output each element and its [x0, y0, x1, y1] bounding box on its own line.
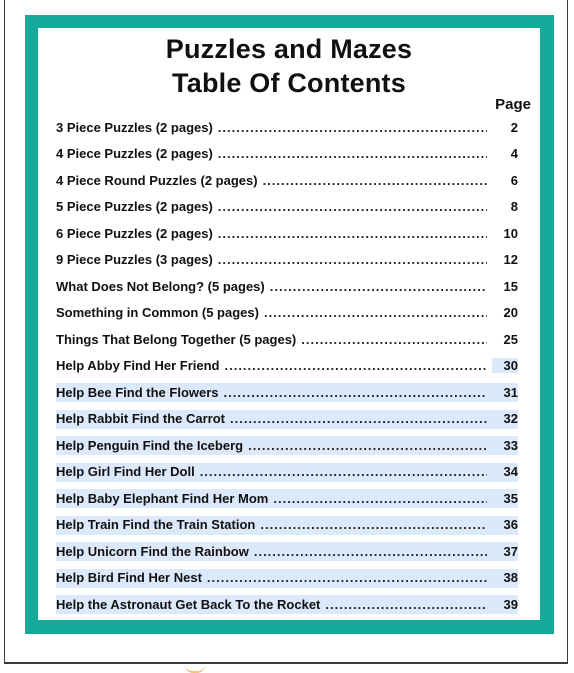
toc-entry-title: Things That Belong Together (5 pages)	[56, 331, 297, 347]
toc-leader	[325, 597, 487, 612]
toc-entry-title: 9 Piece Puzzles (3 pages)	[56, 252, 213, 268]
toc-entry-page: 37	[503, 543, 518, 559]
toc-entry-page: 25	[503, 331, 518, 347]
toc-entry-page: 20	[503, 305, 518, 321]
smudge-mark	[185, 665, 205, 673]
toc-leader	[224, 358, 487, 373]
toc-entry[interactable]	[56, 141, 518, 168]
toc-entry-title: 4 Piece Puzzles (2 pages)	[56, 146, 213, 162]
toc-entry[interactable]	[56, 220, 518, 247]
toc-entry[interactable]	[56, 459, 518, 486]
toc-leader	[301, 332, 487, 347]
toc-entry-page: 15	[503, 278, 518, 294]
toc-entry-title: Something in Common (5 pages)	[56, 305, 259, 321]
contents-panel	[38, 28, 540, 620]
toc-entry[interactable]	[56, 247, 518, 274]
toc-entry[interactable]	[56, 326, 518, 353]
toc-entry[interactable]	[56, 432, 518, 459]
toc-entry-page: 36	[503, 517, 518, 533]
toc-entry-title: Help Unicorn Find the Rainbow	[56, 543, 249, 559]
toc-entry[interactable]	[56, 300, 518, 327]
toc-entry-title: What Does Not Belong? (5 pages)	[56, 278, 265, 294]
document-title: Puzzles and Mazes	[165, 34, 413, 64]
toc-entry-title: 6 Piece Puzzles (2 pages)	[56, 225, 213, 241]
toc-entry-page: 33	[503, 437, 518, 453]
toc-leader	[270, 279, 487, 294]
toc-leader	[230, 411, 487, 426]
toc-entry[interactable]	[56, 485, 518, 512]
toc-entry-page: 12	[503, 252, 518, 268]
toc-entry-page: 32	[503, 411, 518, 427]
toc-entry-page: 34	[503, 464, 518, 480]
toc-entry-title: 4 Piece Round Puzzles (2 pages)	[56, 172, 258, 188]
toc-leader	[218, 226, 487, 241]
toc-entry-page: 8	[510, 199, 518, 215]
toc-entry[interactable]	[56, 565, 518, 592]
toc-entry-page: 30	[492, 358, 518, 373]
toc-entry-page: 39	[503, 596, 518, 612]
toc-entry[interactable]	[56, 167, 518, 194]
toc-entry-title: 3 Piece Puzzles (2 pages)	[56, 119, 213, 135]
toc-entry-title: Help Rabbit Find the Carrot	[56, 411, 225, 427]
toc-entry-page: 2	[510, 119, 518, 135]
toc-entry[interactable]	[56, 114, 518, 141]
toc-entry[interactable]	[56, 591, 518, 618]
document-subtitle: Table Of Contents	[172, 68, 406, 98]
toc-leader	[254, 544, 487, 559]
toc-leader	[263, 173, 487, 188]
toc-list	[56, 114, 518, 618]
toc-leader	[207, 570, 487, 585]
toc-leader	[260, 517, 487, 532]
toc-entry[interactable]	[56, 273, 518, 300]
toc-leader	[248, 438, 487, 453]
toc-entry[interactable]	[56, 379, 518, 406]
toc-entry-page: 4	[510, 146, 518, 162]
toc-entry-page: 31	[503, 384, 518, 400]
toc-entry-title: Help Baby Elephant Find Her Mom	[56, 490, 269, 506]
toc-leader	[224, 385, 487, 400]
toc-entry[interactable]	[56, 406, 518, 433]
toc-leader	[218, 199, 487, 214]
toc-entry-page: 38	[503, 570, 518, 586]
toc-entry-title: 5 Piece Puzzles (2 pages)	[56, 199, 213, 215]
toc-leader	[218, 252, 487, 267]
toc-entry-title: Help Bird Find Her Nest	[56, 570, 202, 586]
toc-entry[interactable]	[56, 353, 518, 380]
toc-entry-title: Help Girl Find Her Doll	[56, 464, 195, 480]
toc-leader	[218, 146, 487, 161]
toc-entry[interactable]	[56, 194, 518, 221]
toc-entry[interactable]	[56, 538, 518, 565]
toc-entry[interactable]	[56, 512, 518, 539]
toc-entry-page: 10	[503, 225, 518, 241]
toc-leader	[200, 464, 487, 479]
toc-entry-title: Help the Astronaut Get Back To the Rocket	[56, 596, 321, 612]
toc-entry-title: Help Bee Find the Flowers	[56, 384, 219, 400]
toc-entry-title: Help Train Find the Train Station	[56, 517, 256, 533]
toc-entry-title: Help Penguin Find the Iceberg	[56, 437, 244, 453]
toc-leader	[264, 305, 487, 320]
toc-entry-page: 6	[510, 172, 518, 188]
toc-entry-page: 35	[503, 490, 518, 506]
page-column-header: Page	[495, 96, 531, 113]
toc-leader	[273, 491, 487, 506]
toc-entry-title: Help Abby Find Her Friend	[56, 358, 220, 374]
toc-leader	[218, 120, 487, 135]
